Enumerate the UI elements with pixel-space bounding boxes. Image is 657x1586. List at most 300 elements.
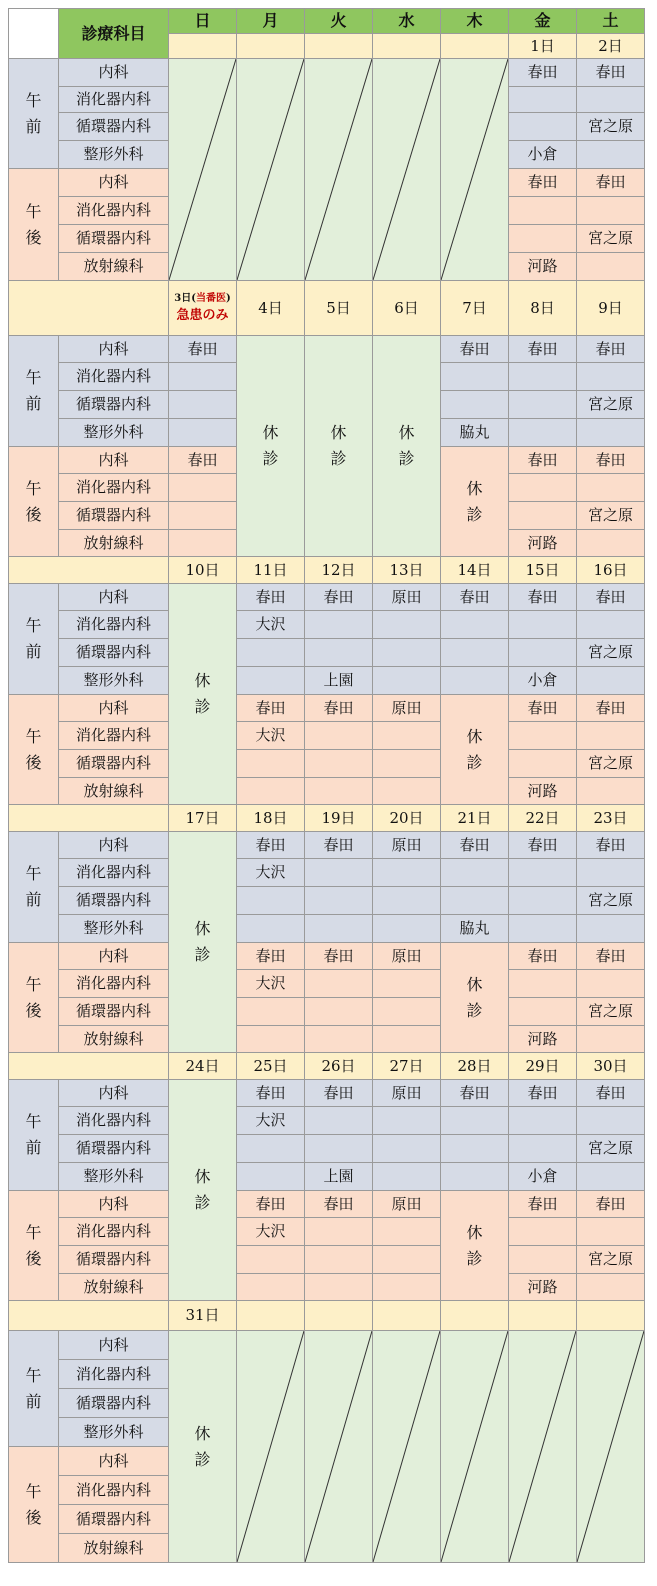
date-cell bbox=[372, 33, 441, 59]
schedule-cell-am bbox=[304, 886, 373, 915]
dept-name-am: 内科 bbox=[58, 1330, 169, 1360]
no-schedule-column bbox=[168, 58, 237, 281]
corner-cell bbox=[8, 8, 59, 59]
period-pm-char: 後 bbox=[25, 504, 42, 524]
schedule-cell-am bbox=[508, 858, 577, 887]
date-cell: 4日 bbox=[236, 280, 305, 336]
closed-char: 休 bbox=[466, 726, 483, 746]
date-cell bbox=[236, 1300, 305, 1331]
schedule-cell-pm bbox=[304, 997, 373, 1026]
schedule-cell-pm bbox=[576, 529, 645, 557]
schedule-cell-am bbox=[168, 418, 237, 447]
diagonal-slash bbox=[441, 1331, 508, 1562]
date-cell: 18日 bbox=[236, 804, 305, 832]
period-am-char: 前 bbox=[25, 642, 42, 661]
closed-char: 休 bbox=[262, 423, 279, 443]
period-pm-char: 午 bbox=[25, 974, 42, 994]
date-cell bbox=[168, 33, 237, 59]
diagonal-slash bbox=[577, 1331, 644, 1562]
period-pm-char: 後 bbox=[25, 227, 42, 247]
schedule-cell-pm bbox=[372, 1273, 441, 1301]
diagonal-slash bbox=[441, 59, 508, 280]
schedule-cell-am: 春田 bbox=[508, 335, 577, 363]
period-label-am bbox=[8, 1079, 59, 1191]
schedule-cell-pm: 春田 bbox=[236, 1190, 305, 1218]
dept-name-pm: 内科 bbox=[58, 694, 169, 722]
period-pm-char: 後 bbox=[25, 752, 42, 772]
schedule-cell-pm bbox=[304, 1217, 373, 1246]
schedule-cell-pm: 春田 bbox=[576, 168, 645, 197]
closed-char: 診 bbox=[262, 449, 279, 468]
schedule-cell-am bbox=[508, 610, 577, 639]
schedule-cell-pm: 春田 bbox=[508, 446, 577, 474]
schedule-cell-am bbox=[372, 1162, 441, 1191]
dept-name-pm: 消化器内科 bbox=[58, 969, 169, 998]
schedule-cell-am: 大沢 bbox=[236, 858, 305, 887]
closed-char: 休 bbox=[194, 671, 211, 691]
closed-afternoon bbox=[440, 694, 509, 805]
schedule-cell-am: 上園 bbox=[304, 1162, 373, 1191]
schedule-cell-pm: 春田 bbox=[508, 942, 577, 970]
schedule-cell-pm bbox=[372, 1217, 441, 1246]
schedule-cell-am: 春田 bbox=[440, 583, 509, 611]
schedule-cell-pm: 大沢 bbox=[236, 969, 305, 998]
schedule-cell-pm: 宮之原 bbox=[576, 224, 645, 253]
date-cell: 6日 bbox=[372, 280, 441, 336]
schedule-cell-am bbox=[576, 362, 645, 391]
no-schedule-column bbox=[508, 1330, 577, 1563]
schedule-cell-pm bbox=[304, 777, 373, 805]
schedule-cell-am bbox=[236, 666, 305, 695]
dept-name-pm: 循環器内科 bbox=[58, 1245, 169, 1274]
period-label-pm bbox=[8, 168, 59, 281]
dept-name-pm: 放射線科 bbox=[58, 1273, 169, 1301]
schedule-cell-am: 春田 bbox=[236, 1079, 305, 1107]
closed-char: 休 bbox=[194, 1167, 211, 1187]
closed-afternoon bbox=[440, 1190, 509, 1301]
schedule-cell-am: 脇丸 bbox=[440, 418, 509, 447]
schedule-cell-am bbox=[236, 1134, 305, 1163]
date-cell: 22日 bbox=[508, 804, 577, 832]
schedule-cell-am bbox=[576, 858, 645, 887]
schedule-cell-am bbox=[304, 1106, 373, 1135]
special-date-note: 当番医 bbox=[195, 292, 226, 304]
schedule-cell-am bbox=[372, 914, 441, 943]
schedule-cell-pm bbox=[576, 721, 645, 750]
special-date-cell bbox=[168, 280, 237, 336]
no-schedule-column bbox=[236, 1330, 305, 1563]
schedule-cell-am bbox=[372, 610, 441, 639]
schedule-cell-am bbox=[508, 638, 577, 667]
closed-column bbox=[168, 583, 237, 805]
schedule-cell-am bbox=[508, 886, 577, 915]
schedule-cell-am: 春田 bbox=[440, 1079, 509, 1107]
schedule-cell-am bbox=[168, 390, 237, 419]
schedule-cell-pm bbox=[508, 224, 577, 253]
schedule-cell-pm: 春田 bbox=[304, 694, 373, 722]
schedule-cell-am bbox=[576, 86, 645, 113]
schedule-cell-pm bbox=[508, 473, 577, 502]
date-cell: 16日 bbox=[576, 556, 645, 584]
closed-char: 診 bbox=[398, 449, 415, 468]
schedule-cell-am bbox=[372, 666, 441, 695]
schedule-cell-am: 大沢 bbox=[236, 1106, 305, 1135]
schedule-cell-am: 宮之原 bbox=[576, 1134, 645, 1163]
schedule-cell-am: 脇丸 bbox=[440, 914, 509, 943]
closed-afternoon bbox=[440, 446, 509, 557]
period-am-char: 午 bbox=[25, 368, 42, 388]
period-label-pm bbox=[8, 446, 59, 557]
date-cell bbox=[304, 1300, 373, 1331]
schedule-cell-am bbox=[576, 418, 645, 447]
dept-name-pm: 放射線科 bbox=[58, 529, 169, 557]
schedule-cell-am bbox=[576, 1162, 645, 1191]
diagonal-slash bbox=[305, 1331, 372, 1562]
closed-char: 診 bbox=[194, 1193, 211, 1212]
date-cell: 28日 bbox=[440, 1052, 509, 1080]
schedule-cell-pm bbox=[508, 196, 577, 225]
special-date-paren-open: ( bbox=[191, 292, 196, 304]
date-cell: 26日 bbox=[304, 1052, 373, 1080]
date-cell: 2日 bbox=[576, 33, 645, 59]
day-header: 日 bbox=[168, 8, 237, 34]
schedule-cell-pm bbox=[508, 969, 577, 998]
date-cell: 27日 bbox=[372, 1052, 441, 1080]
closed-column bbox=[168, 1079, 237, 1301]
diagonal-slash bbox=[373, 1331, 440, 1562]
schedule-cell-am: 春田 bbox=[508, 831, 577, 859]
schedule-cell-pm bbox=[576, 252, 645, 281]
schedule-cell-am bbox=[508, 1134, 577, 1163]
closed-char: 診 bbox=[194, 945, 211, 964]
schedule-cell-am: 春田 bbox=[236, 583, 305, 611]
schedule-cell-am: 宮之原 bbox=[576, 390, 645, 419]
dept-name-am: 消化器内科 bbox=[58, 1106, 169, 1135]
date-row-label bbox=[8, 804, 169, 832]
closed-char: 休 bbox=[194, 1423, 211, 1443]
dept-name-am: 内科 bbox=[58, 58, 169, 87]
schedule-cell-pm bbox=[508, 501, 577, 530]
schedule-cell-pm bbox=[372, 1245, 441, 1274]
schedule-cell-am bbox=[372, 886, 441, 915]
date-cell: 8日 bbox=[508, 280, 577, 336]
schedule-cell-pm: 河路 bbox=[508, 777, 577, 805]
dept-name-pm: 循環器内科 bbox=[58, 1504, 169, 1534]
dept-name-pm: 内科 bbox=[58, 446, 169, 474]
period-am-char: 午 bbox=[25, 1112, 42, 1132]
closed-char: 休 bbox=[466, 974, 483, 994]
schedule-cell-am bbox=[576, 1106, 645, 1135]
date-row-label bbox=[8, 1052, 169, 1080]
closed-column bbox=[372, 335, 441, 557]
schedule-cell-pm bbox=[236, 1025, 305, 1053]
dept-name-am: 消化器内科 bbox=[58, 1359, 169, 1389]
dept-name-am: 整形外科 bbox=[58, 140, 169, 169]
diagonal-slash bbox=[509, 1331, 576, 1562]
no-schedule-column bbox=[236, 58, 305, 281]
schedule-cell-pm: 河路 bbox=[508, 529, 577, 557]
schedule-cell-am: 春田 bbox=[236, 831, 305, 859]
schedule-cell-am bbox=[304, 1134, 373, 1163]
schedule-cell-pm bbox=[372, 969, 441, 998]
schedule-cell-pm: 春田 bbox=[576, 1190, 645, 1218]
schedule-cell-pm bbox=[168, 529, 237, 557]
schedule-cell-pm bbox=[576, 473, 645, 502]
dept-name-am: 循環器内科 bbox=[58, 886, 169, 915]
schedule-cell-am bbox=[440, 610, 509, 639]
period-am-char: 前 bbox=[25, 116, 42, 136]
date-cell: 21日 bbox=[440, 804, 509, 832]
period-label-pm bbox=[8, 1446, 59, 1563]
schedule-cell-am: 小倉 bbox=[508, 1162, 577, 1191]
schedule-cell-am bbox=[372, 1106, 441, 1135]
dept-name-am: 循環器内科 bbox=[58, 112, 169, 141]
no-schedule-column bbox=[440, 1330, 509, 1563]
schedule-cell-am: 春田 bbox=[576, 335, 645, 363]
schedule-cell-am: 小倉 bbox=[508, 666, 577, 695]
closed-afternoon bbox=[440, 942, 509, 1053]
schedule-cell-pm: 宮之原 bbox=[576, 749, 645, 778]
date-cell: 5日 bbox=[304, 280, 373, 336]
schedule-cell-am bbox=[576, 914, 645, 943]
period-label-pm bbox=[8, 694, 59, 805]
period-label-am bbox=[8, 1330, 59, 1447]
period-am-char: 前 bbox=[25, 1391, 42, 1411]
period-am-char: 午 bbox=[25, 616, 42, 636]
closed-char: 休 bbox=[330, 423, 347, 443]
schedule-cell-am: 春田 bbox=[576, 831, 645, 859]
period-pm-char: 午 bbox=[25, 726, 42, 746]
date-cell: 24日 bbox=[168, 1052, 237, 1080]
schedule-cell-am bbox=[508, 362, 577, 391]
dept-name-am: 内科 bbox=[58, 335, 169, 363]
schedule-cell-pm: 春田 bbox=[168, 446, 237, 474]
date-cell: 17日 bbox=[168, 804, 237, 832]
schedule-cell-am bbox=[576, 140, 645, 169]
period-pm-char: 午 bbox=[25, 1481, 42, 1501]
schedule-cell-pm: 原田 bbox=[372, 694, 441, 722]
schedule-cell-pm bbox=[236, 1245, 305, 1274]
period-pm-char: 午 bbox=[25, 1222, 42, 1242]
schedule-cell-am bbox=[440, 390, 509, 419]
schedule-cell-pm bbox=[576, 777, 645, 805]
schedule-cell-pm bbox=[236, 777, 305, 805]
schedule-cell-am bbox=[440, 638, 509, 667]
schedule-cell-am bbox=[508, 418, 577, 447]
schedule-cell-pm: 河路 bbox=[508, 1273, 577, 1301]
dept-name-am: 循環器内科 bbox=[58, 638, 169, 667]
schedule-cell-pm: 春田 bbox=[576, 942, 645, 970]
no-schedule-column bbox=[440, 58, 509, 281]
schedule-cell-am: 春田 bbox=[576, 58, 645, 87]
period-label-am bbox=[8, 58, 59, 169]
schedule-cell-am: 春田 bbox=[440, 335, 509, 363]
schedule-cell-am: 春田 bbox=[576, 1079, 645, 1107]
diagonal-slash bbox=[305, 59, 372, 280]
schedule-cell-pm bbox=[576, 969, 645, 998]
period-pm-char: 午 bbox=[25, 201, 42, 221]
schedule-cell-pm: 河路 bbox=[508, 252, 577, 281]
schedule-cell-am: 大沢 bbox=[236, 610, 305, 639]
dept-name-pm: 内科 bbox=[58, 942, 169, 970]
schedule-cell-am: 春田 bbox=[508, 58, 577, 87]
date-cell: 19日 bbox=[304, 804, 373, 832]
schedule-cell-pm bbox=[236, 749, 305, 778]
dept-header: 診療科目 bbox=[58, 8, 169, 59]
dept-name-pm: 内科 bbox=[58, 1446, 169, 1476]
closed-char: 診 bbox=[466, 504, 483, 524]
date-row-label bbox=[8, 1300, 169, 1331]
schedule-cell-am bbox=[304, 638, 373, 667]
dept-name-pm: 消化器内科 bbox=[58, 721, 169, 750]
date-cell: 29日 bbox=[508, 1052, 577, 1080]
schedule-cell-pm bbox=[372, 997, 441, 1026]
dept-name-am: 消化器内科 bbox=[58, 362, 169, 391]
dept-name-pm: 消化器内科 bbox=[58, 1475, 169, 1505]
schedule-cell-am bbox=[372, 638, 441, 667]
schedule-cell-pm: 原田 bbox=[372, 942, 441, 970]
period-am-char: 午 bbox=[25, 864, 42, 884]
schedule-cell-am: 宮之原 bbox=[576, 886, 645, 915]
schedule-cell-am bbox=[168, 362, 237, 391]
schedule-cell-pm bbox=[304, 749, 373, 778]
dept-name-am: 整形外科 bbox=[58, 914, 169, 943]
date-cell: 13日 bbox=[372, 556, 441, 584]
schedule-cell-am bbox=[440, 362, 509, 391]
date-cell bbox=[236, 33, 305, 59]
period-pm-char: 後 bbox=[25, 1000, 42, 1020]
schedule-cell-am bbox=[576, 666, 645, 695]
schedule-cell-pm: 原田 bbox=[372, 1190, 441, 1218]
date-row-label bbox=[8, 280, 169, 336]
special-date-day: 3日 bbox=[174, 292, 192, 304]
schedule-cell-pm: 大沢 bbox=[236, 721, 305, 750]
schedule-cell-am bbox=[440, 858, 509, 887]
dept-name-pm: 内科 bbox=[58, 168, 169, 197]
period-pm-char: 午 bbox=[25, 478, 42, 498]
schedule-cell-am: 宮之原 bbox=[576, 638, 645, 667]
schedule-cell-pm bbox=[372, 1025, 441, 1053]
closed-column bbox=[236, 335, 305, 557]
closed-char: 休 bbox=[466, 478, 483, 498]
schedule-cell-pm: 春田 bbox=[508, 694, 577, 722]
dept-name-am: 整形外科 bbox=[58, 1417, 169, 1447]
period-am-char: 前 bbox=[25, 394, 42, 413]
day-header: 金 bbox=[508, 8, 577, 34]
schedule-cell-pm: 大沢 bbox=[236, 1217, 305, 1246]
schedule-cell-pm bbox=[304, 1025, 373, 1053]
schedule-cell-am: 原田 bbox=[372, 583, 441, 611]
closed-char: 診 bbox=[466, 752, 483, 772]
schedule-cell-pm: 宮之原 bbox=[576, 1245, 645, 1274]
dept-name-pm: 循環器内科 bbox=[58, 997, 169, 1026]
dept-name-pm: 循環器内科 bbox=[58, 749, 169, 778]
schedule-cell-pm: 春田 bbox=[576, 446, 645, 474]
no-schedule-column bbox=[372, 58, 441, 281]
special-date-paren-close: ) bbox=[225, 292, 231, 304]
date-cell: 12日 bbox=[304, 556, 373, 584]
date-cell: 7日 bbox=[440, 280, 509, 336]
no-schedule-column bbox=[304, 1330, 373, 1563]
period-pm-char: 後 bbox=[25, 1507, 42, 1527]
dept-name-pm: 循環器内科 bbox=[58, 224, 169, 253]
schedule-cell-pm bbox=[372, 749, 441, 778]
period-label-am bbox=[8, 335, 59, 447]
dept-name-pm: 内科 bbox=[58, 1190, 169, 1218]
schedule-cell-pm bbox=[304, 1273, 373, 1301]
dept-name-am: 内科 bbox=[58, 583, 169, 611]
dept-name-am: 整形外科 bbox=[58, 418, 169, 447]
schedule-cell-pm: 春田 bbox=[304, 1190, 373, 1218]
schedule-cell-am bbox=[440, 1162, 509, 1191]
date-cell: 20日 bbox=[372, 804, 441, 832]
day-header: 火 bbox=[304, 8, 373, 34]
schedule-cell-am bbox=[236, 638, 305, 667]
schedule-cell-am bbox=[508, 1106, 577, 1135]
period-am-char: 前 bbox=[25, 1138, 42, 1157]
schedule-cell-pm: 春田 bbox=[236, 694, 305, 722]
period-label-pm bbox=[8, 1190, 59, 1301]
day-header: 木 bbox=[440, 8, 509, 34]
schedule-cell-pm bbox=[168, 501, 237, 530]
period-pm-char: 後 bbox=[25, 1248, 42, 1268]
period-am-char: 前 bbox=[25, 890, 42, 909]
schedule-cell-am bbox=[576, 610, 645, 639]
date-cell bbox=[304, 33, 373, 59]
closed-column bbox=[168, 1330, 237, 1563]
period-am-char: 午 bbox=[25, 1365, 42, 1385]
schedule-cell-am bbox=[440, 1134, 509, 1163]
diagonal-slash bbox=[373, 59, 440, 280]
schedule-cell-am bbox=[372, 858, 441, 887]
no-schedule-column bbox=[372, 1330, 441, 1563]
dept-name-am: 整形外科 bbox=[58, 666, 169, 695]
schedule-cell-am bbox=[304, 610, 373, 639]
schedule-cell-pm: 宮之原 bbox=[576, 501, 645, 530]
schedule-cell-am bbox=[440, 886, 509, 915]
dept-name-am: 整形外科 bbox=[58, 1162, 169, 1191]
schedule-cell-am: 宮之原 bbox=[576, 112, 645, 141]
schedule-cell-pm bbox=[236, 1273, 305, 1301]
date-cell: 10日 bbox=[168, 556, 237, 584]
closed-char: 診 bbox=[330, 449, 347, 468]
date-cell: 9日 bbox=[576, 280, 645, 336]
closed-char: 診 bbox=[194, 697, 211, 716]
period-am-char: 午 bbox=[25, 90, 42, 110]
day-header: 月 bbox=[236, 8, 305, 34]
schedule-cell-pm bbox=[508, 721, 577, 750]
schedule-cell-am bbox=[508, 914, 577, 943]
schedule-cell-am bbox=[440, 1106, 509, 1135]
schedule-cell-am: 春田 bbox=[440, 831, 509, 859]
schedule-cell-pm bbox=[372, 777, 441, 805]
dept-name-am: 循環器内科 bbox=[58, 1134, 169, 1163]
schedule-cell-pm: 春田 bbox=[576, 694, 645, 722]
date-cell: 14日 bbox=[440, 556, 509, 584]
schedule-cell-am: 春田 bbox=[304, 831, 373, 859]
schedule-cell-pm bbox=[508, 997, 577, 1026]
special-date-label bbox=[174, 293, 230, 304]
schedule-cell-am bbox=[236, 1162, 305, 1191]
dept-name-am: 循環器内科 bbox=[58, 390, 169, 419]
schedule-cell-pm bbox=[236, 997, 305, 1026]
schedule-cell-am: 春田 bbox=[304, 1079, 373, 1107]
schedule-cell-am bbox=[508, 112, 577, 141]
schedule-cell-am bbox=[440, 666, 509, 695]
closed-column bbox=[304, 335, 373, 557]
schedule-cell-pm: 宮之原 bbox=[576, 997, 645, 1026]
diagonal-slash bbox=[237, 1331, 304, 1562]
